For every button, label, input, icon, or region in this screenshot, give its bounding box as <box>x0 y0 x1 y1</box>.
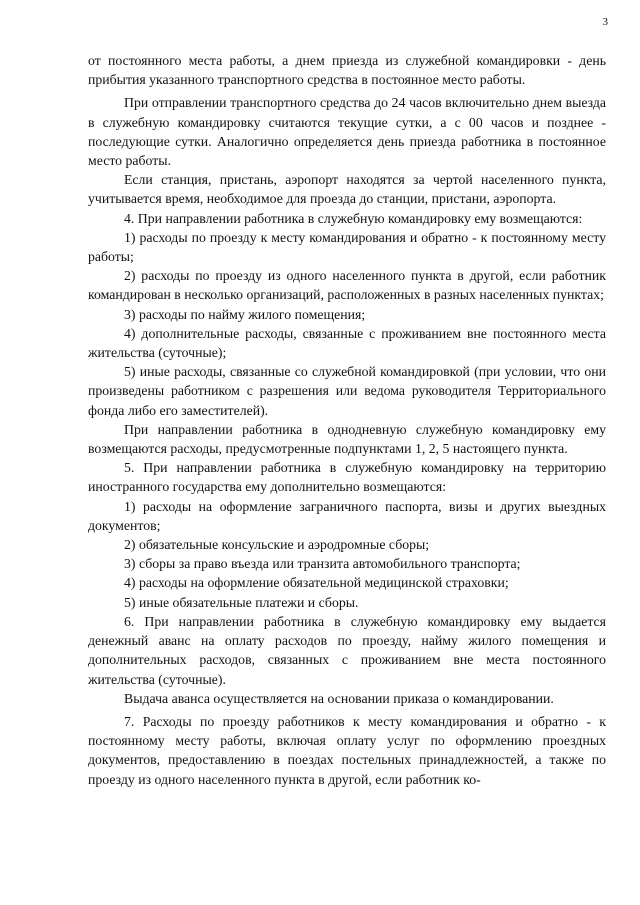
list-item: 1) расходы на оформление заграничного паспорта, визы и других выездных документов; <box>88 498 606 533</box>
list-item: 2) обязательные консульские и аэродромные сборы; <box>124 537 430 553</box>
list-item: 5) иные обязательные платежи и сборы. <box>124 594 359 610</box>
paragraph: При направлении работника в однодневную служебную командировку ему возмещаются расходы, предусмотренные подпунктами 1, 2, 5 настоящего пункта. <box>88 421 606 457</box>
list-item: 4) дополнительные расходы, связанные с проживанием вне постоянного места жительства (суточные); <box>88 325 606 361</box>
paragraph: 5. При направлении работника в служебную командировку на территорию иностранного государства ему дополнительно возмещаются: <box>88 460 606 495</box>
paragraph: от постоянного места работы, а днем приезда из служебной командировки - день прибытия указанного транспортного средства в постоянное место работы. <box>88 53 606 88</box>
list-item: 1) расходы по проезду к месту командирования и обратно - к постоянному месту работы; <box>88 229 606 265</box>
document-body <box>88 51 606 789</box>
paragraph: 6. При направлении работника в служебную командировку ему выдается денежный аванс на оплату расходов по проезду, найму жилого помещения и дополнительных расходов, связанных с проживанием вне места постоянного жительства (суточные). <box>88 613 606 687</box>
list-item: 4) расходы на оформление обязательной медицинской страховки; <box>124 575 509 591</box>
paragraph: 4. При направлении работника в служебную командировку ему возмещаются: <box>124 210 583 226</box>
paragraph: При отправлении транспортного средства до 24 часов включительно днем выезда в служебную командировку считаются текущие сутки, а с 00 часов и позднее - последующие сутки. Аналогично определяется день приезда работника в постоянное место работы. <box>88 95 606 169</box>
paragraph: Выдача аванса осуществляется на основании приказа о командировании. <box>124 690 554 706</box>
list-item: 2) расходы по проезду из одного населенного пункта в другой, если работник командирован в несколько организаций, расположенных в разных населенных пунктах; <box>88 268 606 303</box>
list-item: 3) расходы по найму жилого помещения; <box>124 306 366 322</box>
list-item: 5) иные расходы, связанные со служебной командировкой (при условии, что они произведены работником с разрешения или ведома руководителя Территориального фонда либо его заместителей). <box>88 364 606 418</box>
paragraph: Если станция, пристань, аэропорт находятся за чертой населенного пункта, учитывается время, необходимое для проезда до станции, пристани, аэропорта. <box>88 172 606 207</box>
paragraph: 7. Расходы по проезду работников к месту командирования и обратно - к постоянному месту работы, включая оплату услуг по оформлению проездных документов, предоставлению в поездах постельных принадлежностей, а также по проезду из одного населенного пункта в другой, если работник ко- <box>88 713 606 787</box>
page-number: 3 <box>602 16 608 28</box>
list-item: 3) сборы за право въезда или транзита автомобильного транспорта; <box>124 556 521 572</box>
